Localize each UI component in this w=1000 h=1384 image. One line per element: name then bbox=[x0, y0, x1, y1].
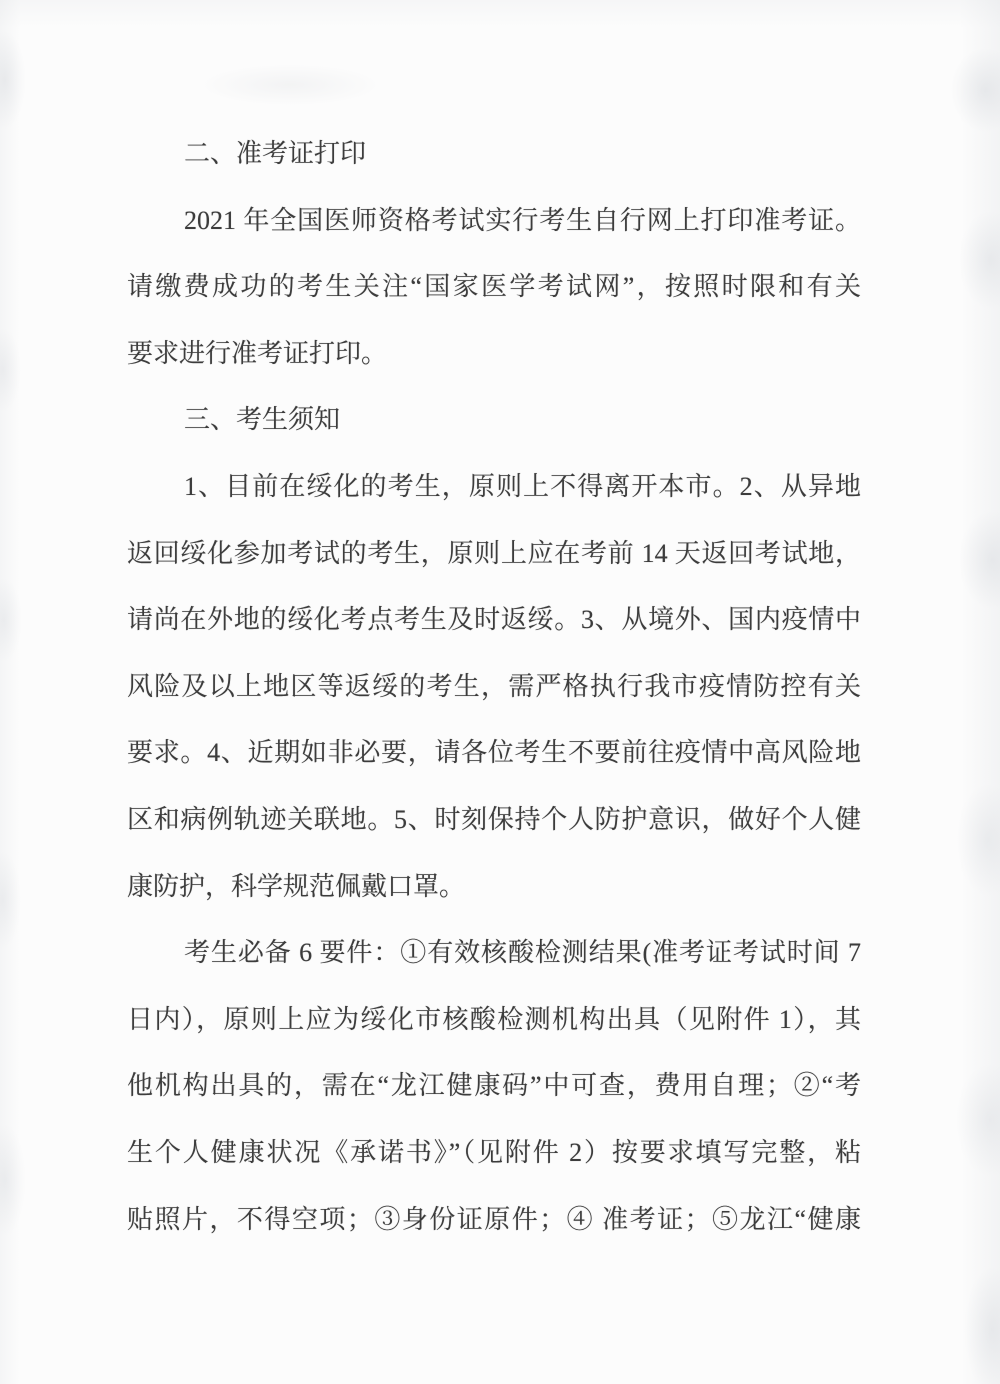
text-line: 请尚在外地的绥化考点考生及时返绥。3、从境外、国内疫情中 bbox=[127, 605, 861, 635]
text-line: 2021 年全国医师资格考试实行考生自行网上打印准考证。 bbox=[184, 205, 861, 235]
text-line: 要求。4、近期如非必要，请各位考生不要前往疫情中高风险地 bbox=[127, 738, 861, 768]
text-line: 要求进行准考证打印。 bbox=[127, 338, 388, 368]
text-line: 贴照片，不得空项；③身份证原件；④ 准考证；⑤龙江“健康 bbox=[127, 1204, 861, 1234]
text-line: 生个人健康状况《承诺书》”（见附件 2）按要求填写完整，粘 bbox=[127, 1137, 861, 1167]
text-line: 区和病例轨迹关联地。5、时刻保持个人防护意识，做好个人健 bbox=[127, 804, 861, 834]
text-line: 风险及以上地区等返绥的考生，需严格执行我市疫情防控有关 bbox=[127, 671, 861, 701]
text-line: 1、目前在绥化的考生，原则上不得离开本市。2、从异地 bbox=[184, 471, 861, 501]
text-line: 康防护，科学规范佩戴口罩。 bbox=[127, 871, 466, 901]
text-block bbox=[127, 121, 861, 1253]
text-line: 二、准考证打印 bbox=[184, 139, 367, 168]
text-line: 三、考生须知 bbox=[184, 405, 341, 435]
text-line: 日内），原则上应为绥化市核酸检测机构出具（见附件 1），其 bbox=[127, 1004, 861, 1034]
text-line: 他机构出具的，需在“龙江健康码”中可查，费用自理；②“考 bbox=[127, 1071, 861, 1101]
text-line: 考生必备 6 要件：①有效核酸检测结果(准考证考试时间 7 bbox=[184, 938, 861, 968]
text-line: 返回绥化参加考试的考生，原则上应在考前 14 天返回考试地， bbox=[127, 538, 861, 568]
text-line: 请缴费成功的考生关注“国家医学考试网”，按照时限和有关 bbox=[127, 272, 861, 302]
